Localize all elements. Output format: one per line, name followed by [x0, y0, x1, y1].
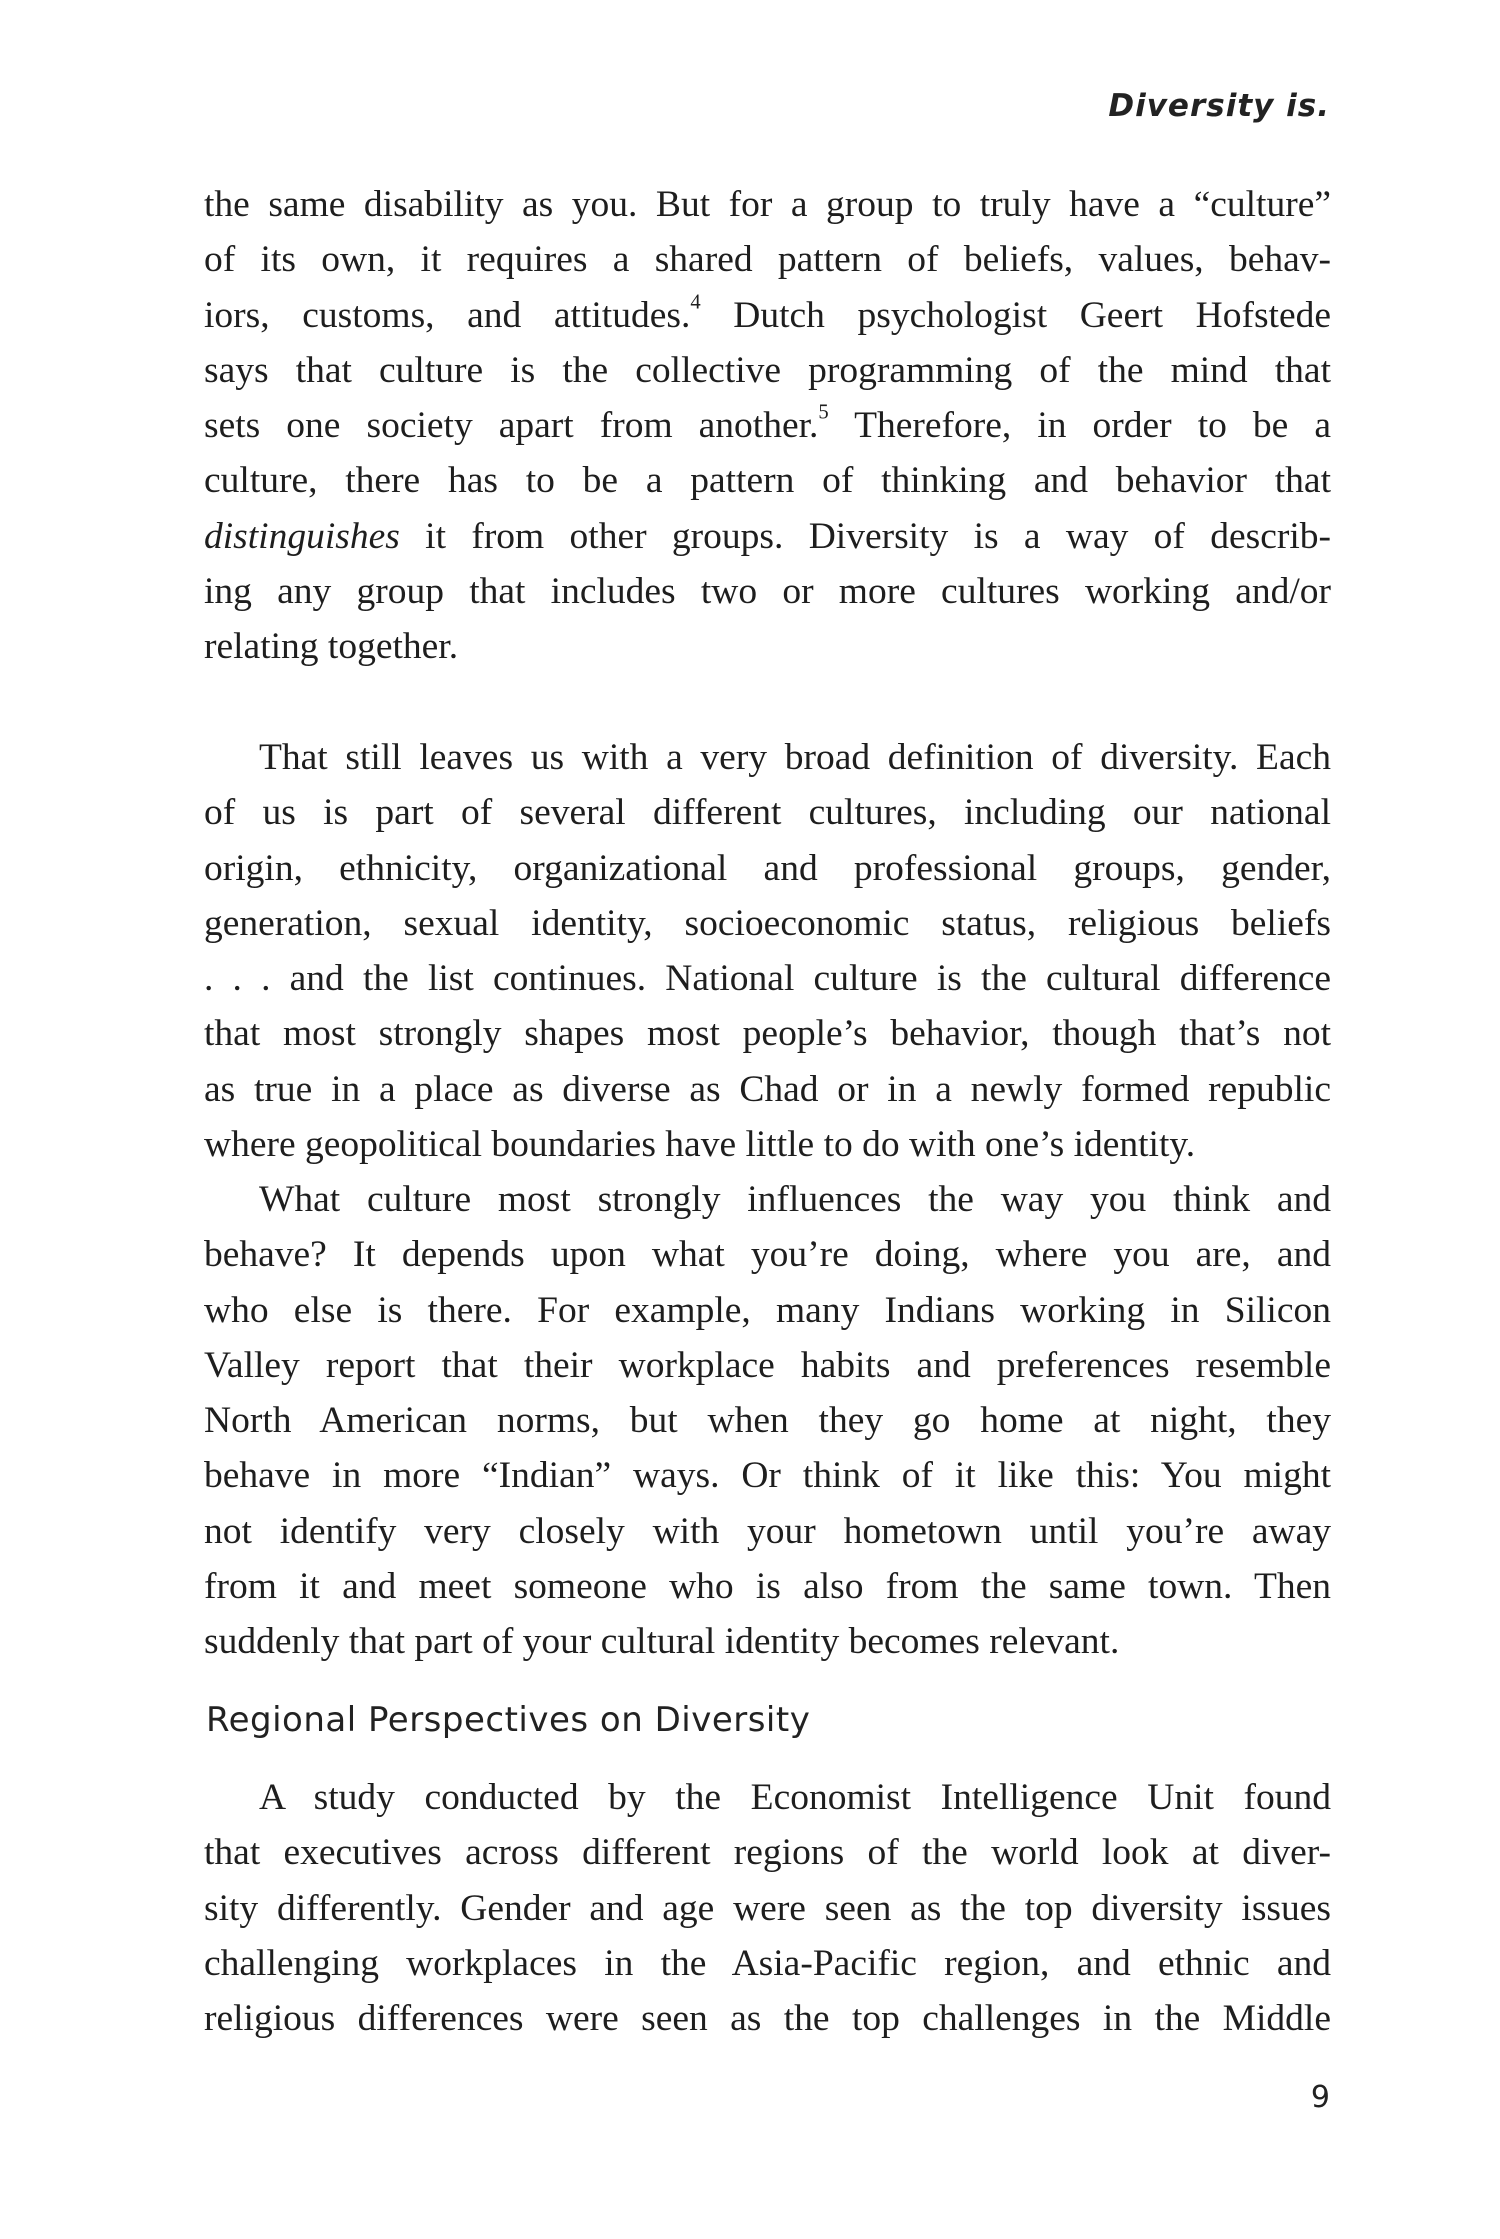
text-line: ing any group that includes two or more cultures working and/or — [204, 571, 1331, 613]
text-line: says that culture is the collective programming of the mind that — [204, 349, 1331, 391]
text-run: Dutch psychologist Geert Hofstede — [700, 294, 1331, 336]
paragraph-1 — [204, 177, 1331, 675]
text-line: relating together. — [204, 626, 459, 668]
text-line: behave in more “Indian” ways. Or think of it like this: You might — [204, 1455, 1331, 1497]
text-line: as true in a place as diverse as Chad or in a newly formed republic — [204, 1068, 1331, 1110]
text-run: sets one society apart from another. — [204, 405, 819, 447]
text-line: behave? It depends upon what you’re doing, where you are, and — [204, 1234, 1331, 1276]
emphasis-text: distinguishes — [204, 515, 400, 557]
text-line: origin, ethnicity, organizational and professional groups, gender, — [204, 847, 1331, 889]
text-run: it from other groups. Diversity is a way of describ- — [399, 515, 1331, 557]
text-line: the same disability as you. But for a group to truly have a “culture” — [204, 184, 1331, 225]
text-run: Therefore, in order to be a — [828, 405, 1331, 447]
text-line: challenging workplaces in the Asia-Pacific region, and ethnic and — [204, 1942, 1331, 1984]
text-line — [204, 398, 1331, 453]
text-line: that executives across different regions of the world look at diver- — [204, 1832, 1331, 1874]
text-line: What culture most strongly influences the way you think and — [259, 1179, 1331, 1220]
text-line: culture, there has to be a pattern of thinking and behavior that — [204, 460, 1331, 502]
text-line: from it and meet someone who is also from the same town. Then — [204, 1566, 1331, 1608]
text-line — [204, 288, 1331, 343]
paragraph-3 — [204, 1172, 1331, 1670]
section-subheading: Regional Perspectives on Diversity — [206, 1700, 811, 1740]
paragraph-4 — [204, 1770, 1331, 2046]
text-line: . . . and the list continues. National culture is the cultural difference — [204, 958, 1331, 1000]
footnote-ref: 5 — [818, 401, 829, 424]
text-line: not identify very closely with your hometown until you’re away — [204, 1510, 1331, 1552]
paragraph-2 — [204, 730, 1331, 1172]
text-line — [204, 509, 1331, 564]
text-line: North American norms, but when they go home at night, they — [204, 1400, 1331, 1442]
text-line: of its own, it requires a shared pattern of beliefs, values, behav- — [204, 239, 1331, 281]
running-head: Diversity is. — [1108, 88, 1330, 124]
page-number: 9 — [1310, 2080, 1330, 2115]
text-line: religious differences were seen as the top challenges in the Middle — [204, 1998, 1331, 2040]
text-line: of us is part of several different cultures, including our national — [204, 792, 1331, 834]
text-line: suddenly that part of your cultural identity becomes relevant. — [204, 1621, 1120, 1663]
text-line: generation, sexual identity, socioeconomic status, religious beliefs — [204, 902, 1331, 944]
text-line: that most strongly shapes most people’s behavior, though that’s not — [204, 1013, 1331, 1055]
text-line: That still leaves us with a very broad definition of diversity. Each — [259, 737, 1331, 778]
footnote-ref: 4 — [690, 291, 701, 314]
text-line: A study conducted by the Economist Intelligence Unit found — [259, 1777, 1331, 1818]
text-line: where geopolitical boundaries have little to do with one’s identity. — [204, 1124, 1196, 1166]
text-line: who else is there. For example, many Indians working in Silicon — [204, 1289, 1331, 1331]
text-run: iors, customs, and attitudes. — [204, 294, 691, 336]
text-line: Valley report that their workplace habits and preferences resemble — [204, 1344, 1331, 1386]
text-line: sity differently. Gender and age were seen as the top diversity issues — [204, 1887, 1331, 1929]
